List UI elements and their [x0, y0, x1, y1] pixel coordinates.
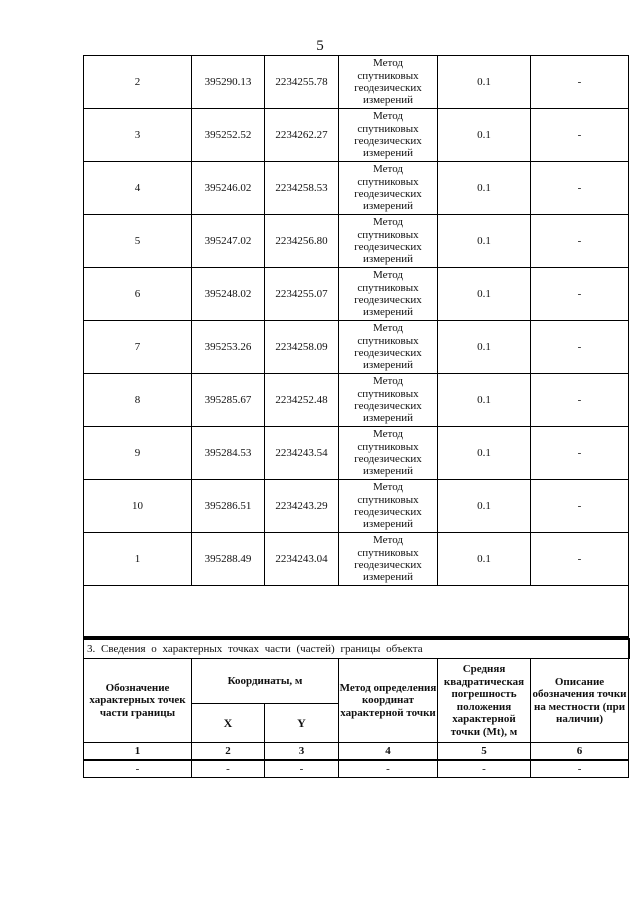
coord-x: 395246.02 — [192, 162, 265, 215]
coord-x: 395252.52 — [192, 109, 265, 162]
accuracy-cell: 0.1 — [438, 480, 531, 533]
section3-title: 3. Сведения о характерных точках части (частей) границы объекта — [84, 639, 629, 659]
method-cell — [339, 321, 438, 374]
header-method: Метод определения координат характерной точки — [339, 659, 438, 743]
points-table — [83, 55, 629, 638]
description-cell: - — [531, 268, 629, 321]
accuracy-cell: 0.1 — [438, 56, 531, 109]
accuracy-cell: 0.1 — [438, 321, 531, 374]
empty-cell: - — [84, 760, 192, 778]
empty-cell: - — [192, 760, 265, 778]
coord-x: 395284.53 — [192, 427, 265, 480]
point-number: 10 — [84, 480, 192, 533]
coord-y: 2234243.54 — [265, 427, 339, 480]
description-cell: - — [531, 533, 629, 586]
method-text: Метод спутниковых геодезических измерений — [354, 375, 422, 425]
column-number: 4 — [339, 743, 438, 761]
empty-cell: - — [438, 760, 531, 778]
coord-y: 2234256.80 — [265, 215, 339, 268]
column-number: 6 — [531, 743, 629, 761]
coord-x: 395248.02 — [192, 268, 265, 321]
table-row — [84, 533, 629, 586]
empty-spacer-row — [84, 586, 629, 638]
method-text: Метод спутниковых геодезических измерений — [354, 534, 422, 584]
method-cell — [339, 162, 438, 215]
point-number: 2 — [84, 56, 192, 109]
method-cell — [339, 374, 438, 427]
point-number: 8 — [84, 374, 192, 427]
method-cell — [339, 109, 438, 162]
method-cell — [339, 427, 438, 480]
column-number: 3 — [265, 743, 339, 761]
coord-x: 395253.26 — [192, 321, 265, 374]
coord-y: 2234258.53 — [265, 162, 339, 215]
accuracy-cell: 0.1 — [438, 109, 531, 162]
method-text: Метод спутниковых геодезических измерений — [354, 269, 422, 319]
point-number: 4 — [84, 162, 192, 215]
method-cell — [339, 56, 438, 109]
method-cell — [339, 533, 438, 586]
accuracy-cell: 0.1 — [438, 268, 531, 321]
coord-y: 2234262.27 — [265, 109, 339, 162]
method-text: Метод спутниковых геодезических измерений — [354, 57, 422, 107]
method-cell — [339, 215, 438, 268]
method-text: Метод спутниковых геодезических измерений — [354, 322, 422, 372]
table-row — [84, 56, 629, 109]
page-number: 5 — [316, 38, 324, 54]
description-cell: - — [531, 162, 629, 215]
empty-cell: - — [531, 760, 629, 778]
header-y: Y — [265, 704, 339, 743]
description-cell: - — [531, 480, 629, 533]
table-row — [84, 109, 629, 162]
empty-cell: - — [339, 760, 438, 778]
empty-cell: - — [265, 760, 339, 778]
description-cell: - — [531, 215, 629, 268]
description-cell: - — [531, 109, 629, 162]
table-row — [84, 321, 629, 374]
coord-x: 395247.02 — [192, 215, 265, 268]
accuracy-cell: 0.1 — [438, 533, 531, 586]
coord-x: 395288.49 — [192, 533, 265, 586]
header-designation: Обозначение характерных точек части границы — [84, 659, 192, 743]
coord-y: 2234258.09 — [265, 321, 339, 374]
accuracy-cell: 0.1 — [438, 162, 531, 215]
table-row — [84, 215, 629, 268]
point-number: 6 — [84, 268, 192, 321]
accuracy-cell: 0.1 — [438, 427, 531, 480]
header-description: Описание обозначения точки на местности (при наличии) — [531, 659, 629, 743]
point-number: 3 — [84, 109, 192, 162]
coord-y: 2234243.04 — [265, 533, 339, 586]
description-cell: - — [531, 374, 629, 427]
method-text: Метод спутниковых геодезических измерений — [354, 216, 422, 266]
header-coords: Координаты, м — [192, 659, 339, 704]
point-number: 7 — [84, 321, 192, 374]
coord-y: 2234255.07 — [265, 268, 339, 321]
method-text: Метод спутниковых геодезических измерений — [354, 481, 422, 531]
header-accuracy: Средняя квадратическая погрешность положения характерной точки (Mt), м — [438, 659, 531, 743]
coord-y: 2234255.78 — [265, 56, 339, 109]
description-cell: - — [531, 56, 629, 109]
method-text: Метод спутниковых геодезических измерений — [354, 110, 422, 160]
method-text: Метод спутниковых геодезических измерений — [354, 163, 422, 213]
accuracy-cell: 0.1 — [438, 215, 531, 268]
method-cell — [339, 268, 438, 321]
point-number: 5 — [84, 215, 192, 268]
description-cell: - — [531, 321, 629, 374]
table-row — [84, 427, 629, 480]
coord-x: 395290.13 — [192, 56, 265, 109]
description-cell: - — [531, 427, 629, 480]
coord-y: 2234252.48 — [265, 374, 339, 427]
point-number: 1 — [84, 533, 192, 586]
accuracy-cell: 0.1 — [438, 374, 531, 427]
method-text: Метод спутниковых геодезических измерений — [354, 428, 422, 478]
column-number: 2 — [192, 743, 265, 761]
column-number: 1 — [84, 743, 192, 761]
method-cell — [339, 480, 438, 533]
table-row — [84, 374, 629, 427]
column-number: 5 — [438, 743, 531, 761]
table-row — [84, 268, 629, 321]
coord-x: 395286.51 — [192, 480, 265, 533]
coord-y: 2234243.29 — [265, 480, 339, 533]
document-table-frame — [83, 55, 628, 778]
coord-x: 395285.67 — [192, 374, 265, 427]
section3-table — [83, 638, 630, 778]
table-row — [84, 162, 629, 215]
point-number: 9 — [84, 427, 192, 480]
header-x: X — [192, 704, 265, 743]
table-row — [84, 480, 629, 533]
